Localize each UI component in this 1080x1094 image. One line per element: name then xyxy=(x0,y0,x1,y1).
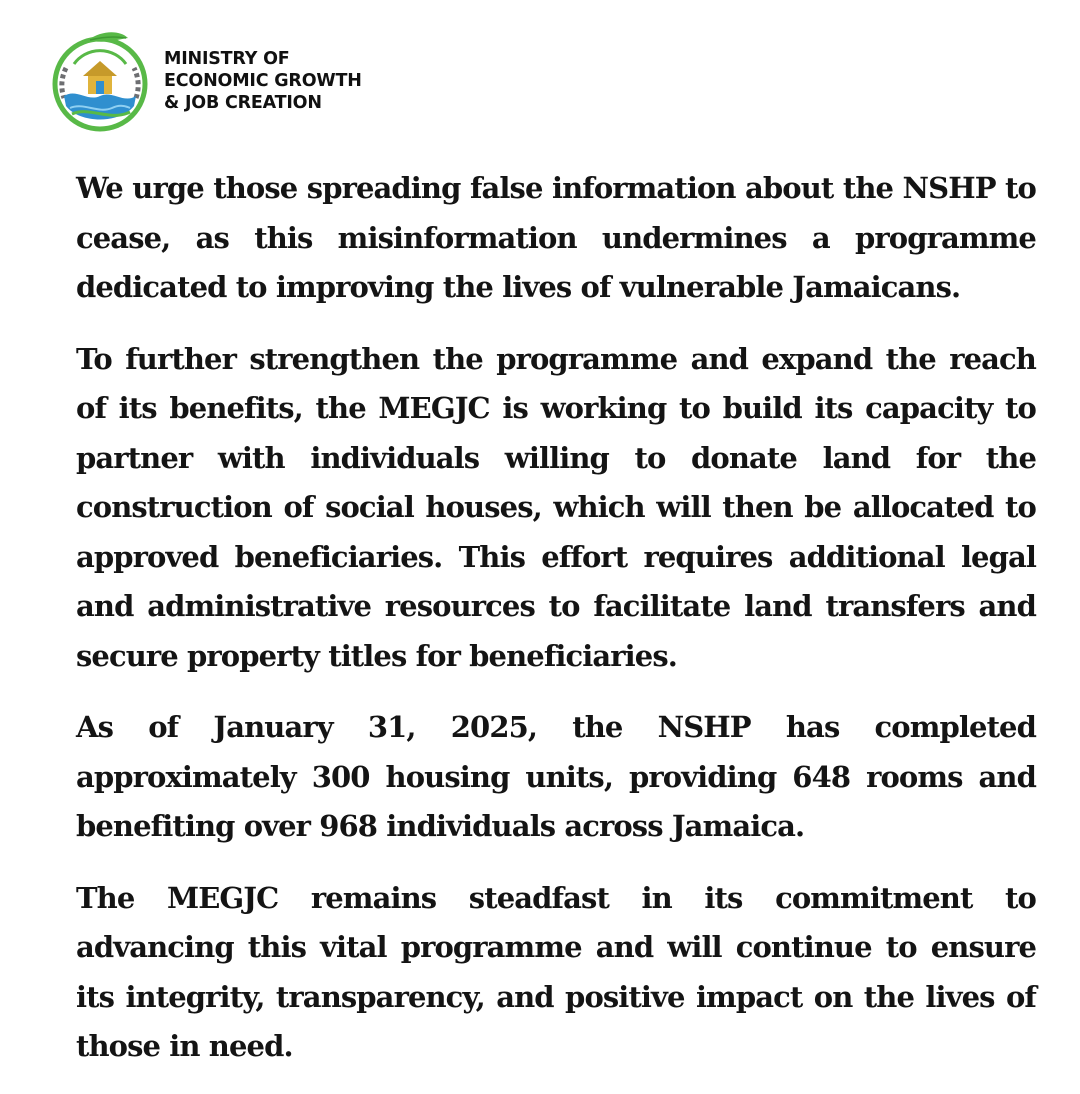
paragraph-misinformation: We urge those spreading false information about the NSHP to cease, as this misinformation undermines a programme dedicated to improving the lives of vulnerable Jamaicans. xyxy=(76,171,1036,304)
paragraph-land-donation: To further strengthen the programme and expand the reach of its benefits, the MEGJC is working to build its capacity to partner with individuals willing to donate land for the construction of social houses, which will then be allocated to approved beneficiaries. This effort requires additional legal and administrative resources to facilitate land transfers and secure property titles for beneficiaries. xyxy=(76,341,1036,673)
ministry-name-line-3: & JOB CREATION xyxy=(164,93,322,113)
paragraph-commitment: The MEGJC remains steadfast in its commitment to advancing this vital programme and will continue to ensure its integrity, transparency, and positive impact on the lives of those in need. xyxy=(76,880,1036,1063)
paragraph-progress-stats: As of January 31, 2025, the NSHP has completed approximately 300 housing units, providing 648 rooms and benefiting over 968 individuals across Jamaica. xyxy=(76,710,1036,843)
ministry-name-line-2: ECONOMIC GROWTH xyxy=(164,71,362,91)
ministry-logo-icon xyxy=(50,28,150,136)
statement-body xyxy=(76,164,1036,1094)
ministry-logo xyxy=(50,28,150,136)
header xyxy=(50,28,362,136)
ministry-name xyxy=(164,48,362,114)
ministry-name-line-1: MINISTRY OF xyxy=(164,49,290,69)
